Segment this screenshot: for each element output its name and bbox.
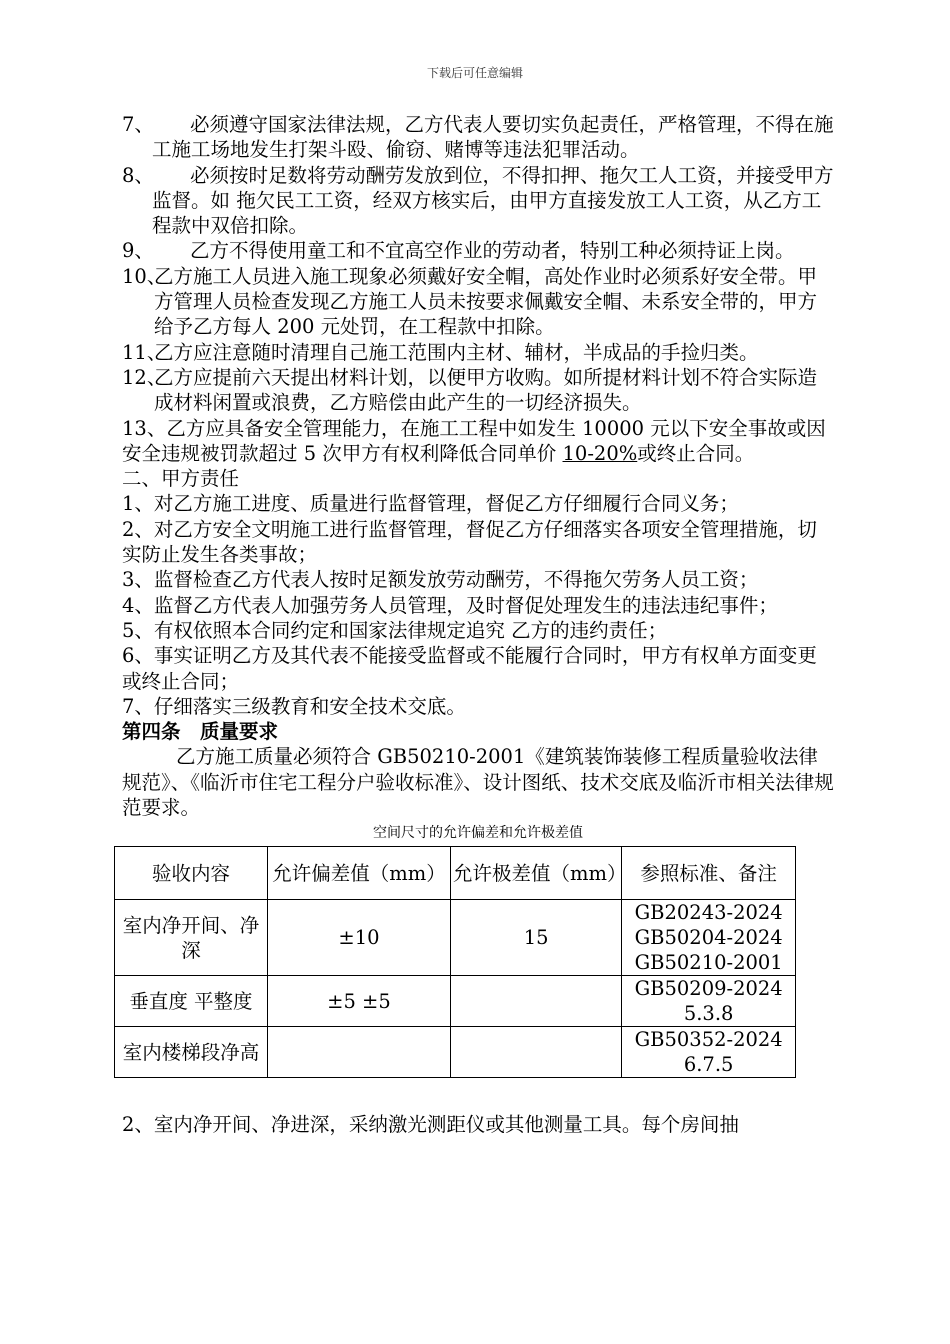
list-item xyxy=(122,340,834,365)
list-item xyxy=(122,112,834,163)
table-header-row xyxy=(115,847,796,900)
table-cell: 室内楼梯段净高 xyxy=(115,1027,268,1078)
table-cell xyxy=(267,1027,450,1078)
table-cell: 垂直度 平整度 xyxy=(115,976,268,1027)
table-cell: GB50209-2024 5.3.8 xyxy=(622,976,796,1027)
table-cell: ±10 xyxy=(267,900,450,976)
party-a-duty: 4、监督乙方代表人加强劳务人员管理，及时督促处理发生的违法违纪事件； xyxy=(122,593,778,617)
article-title: 第四条 质量要求 xyxy=(122,720,279,744)
party-a-duty: 1、对乙方施工进度、质量进行监督管理，督促乙方仔细履行合同义务； xyxy=(122,492,739,516)
table-cell: 室内净开间、净深 xyxy=(115,900,268,976)
table-header: 验收内容 xyxy=(115,847,268,900)
table-row xyxy=(115,900,796,976)
article-paragraph: 乙方施工质量必须符合 GB50210-2001《建筑装饰装修工程质量验收法律规范》、《临沂市住宅工程分户验收标准》、设计图纸、技术交底及临沂市相关法律规范要求。 xyxy=(122,745,834,820)
item-text-end: 或终止合同。 xyxy=(637,441,755,465)
table-cell: 15 xyxy=(451,900,622,976)
item-text: 乙方应提前六天提出材料计划，以便甲方收购。如所提材料计划不符合实际造成材料闲置或浪费，乙方赔偿由此产生的一切经济损失。 xyxy=(154,365,818,415)
table-cell: GB20243-2024 GB50204-2024 GB50210-2001 xyxy=(622,900,796,976)
item-text: 乙方不得使用童工和不宜高空作业的劳动者，特别工种必须持证上岗。 xyxy=(190,239,795,263)
party-a-duty: 6、事实证明乙方及其代表不能接受监督或不能履行合同时，甲方有权单方面变更或终止合同； xyxy=(122,644,817,693)
tolerance-table xyxy=(114,846,796,1078)
list-item-13 xyxy=(122,416,834,467)
party-a-duty: 2、对乙方安全文明施工进行监督管理，督促乙方仔细落实各项安全管理措施，切实防止发生各类事故； xyxy=(122,517,817,567)
item-text: 必须遵守国家法律法规，乙方代表人要切实负起责任，严格管理，不得在施工施工场地发生打架斗殴、偷窃、赌博等违法犯罪活动。 xyxy=(152,113,834,162)
table-row xyxy=(115,976,796,1027)
spacer xyxy=(122,1078,834,1112)
item-number: 12、 xyxy=(122,365,167,389)
item-number: 11、 xyxy=(122,340,167,364)
section-title: 二、甲方责任 xyxy=(122,467,240,491)
party-a-duty: 7、仔细落实三级教育和安全技术交底。 xyxy=(122,694,466,718)
table-cell xyxy=(451,976,622,1027)
item-text: 必须按时足数将劳动酬劳发放到位，不得扣押、拖欠工人工资，并接受甲方监督。如 拖欠民工工资，经双方核实后，由甲方直接发放工人工资，从乙方工程款中双倍扣除。 xyxy=(152,163,834,238)
table-header: 允许极差值（mm） xyxy=(451,847,622,900)
table-cell: GB50352-2024 6.7.5 xyxy=(622,1027,796,1078)
list-item xyxy=(122,238,834,263)
table-row xyxy=(115,1027,796,1078)
list-item xyxy=(122,365,834,416)
final-paragraph: 2、室内净开间、净进深，采纳激光测距仪或其他测量工具。每个房间抽 xyxy=(122,1113,739,1137)
table-header: 参照标准、备注 xyxy=(622,847,796,900)
item-number: 10、 xyxy=(122,264,167,288)
table-cell: ±5 ±5 xyxy=(267,976,450,1027)
item-text: 乙方应注意随时清理自己施工范围内主材、辅材，半成品的手捡归类。 xyxy=(154,340,759,364)
underlined-percentage: 10-20% xyxy=(562,441,638,465)
table-cell xyxy=(451,1027,622,1078)
list-item xyxy=(122,163,834,239)
table-header: 允许偏差值（mm） xyxy=(267,847,450,900)
item-number: 8、 xyxy=(122,163,154,187)
page-header: 下载后可任意编辑 xyxy=(426,66,523,80)
item-text: 乙方应具备安全管理能力，在施工工程中如发生 10000 元以下安全事故或因安全违规被罚款超过 5 次甲方有权利降低合同单价 xyxy=(122,416,826,465)
party-a-duty: 3、监督检查乙方代表人按时足额发放劳动酬劳，不得拖欠劳务人员工资； xyxy=(122,568,759,592)
party-a-duty: 5、有权依照本合同约定和国家法律规定追究 乙方的违约责任； xyxy=(122,618,668,642)
table-caption: 空间尺寸的允许偏差和允许极差值 xyxy=(373,825,583,842)
item-number: 9、 xyxy=(122,239,154,263)
item-number: 13、 xyxy=(122,416,167,440)
document-body xyxy=(122,112,834,1138)
item-text: 乙方施工人员进入施工现象必须戴好安全帽，高处作业时必须系好安全带。甲方管理人员检查发现乙方施工人员未按要求佩戴安全帽、未系安全带的，甲方给予乙方每人 200 元处罚，在工程款中扣除。 xyxy=(154,264,818,339)
item-number: 7、 xyxy=(122,113,154,136)
list-item xyxy=(122,264,834,340)
